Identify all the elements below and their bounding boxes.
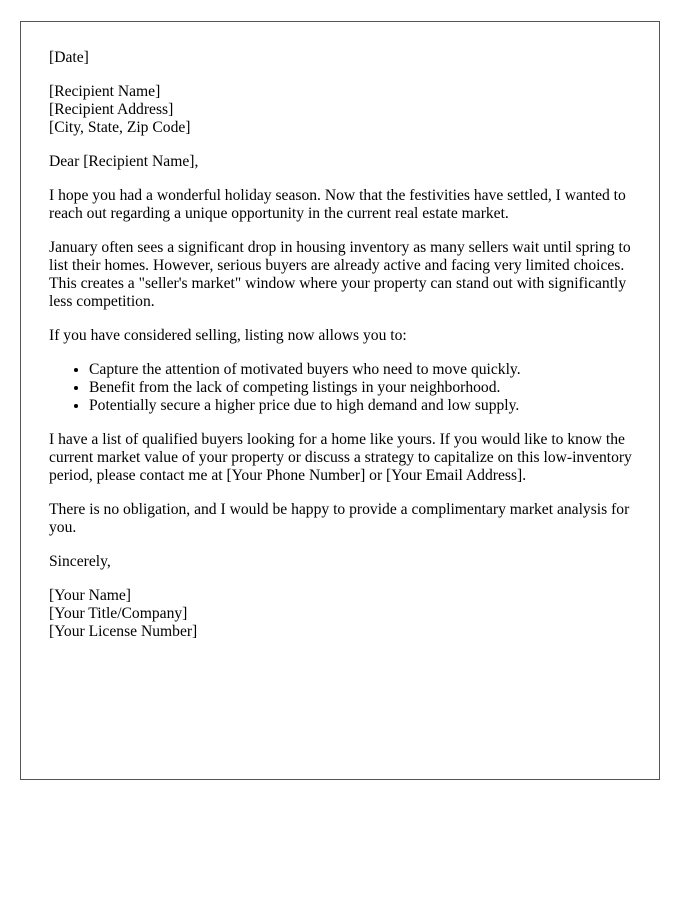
letter-date: [Date] — [49, 49, 89, 66]
sender-name: [Your Name] — [49, 587, 132, 604]
sender-block — [49, 587, 639, 641]
body-paragraph: January often sees a significant drop in housing inventory as many sellers wait until spring to list their homes. However, serious buyers are already active and facing very limited choices. This creates a "seller's market" window where your property can stand out with significantly less competition. — [49, 239, 631, 310]
recipient-city-state-zip: [City, State, Zip Code] — [49, 119, 191, 136]
signoff: Sincerely, — [49, 553, 111, 570]
sender-license: [Your License Number] — [49, 623, 198, 640]
body-paragraph: I have a list of qualified buyers looking for a home like yours. If you would like to know the current market value of your property or discuss a strategy to capitalize on this low-inventory period, please contact me at [Your Phone Number] or [Your Email Address]. — [49, 431, 632, 484]
recipient-block — [49, 83, 639, 137]
body-paragraph: There is no obligation, and I would be happy to provide a complimentary market analysis for you. — [49, 501, 630, 536]
benefit-item: • Benefit from the lack of competing listings in your neighborhood. — [89, 379, 639, 397]
benefit-item: • Potentially secure a higher price due to high demand and low supply. — [89, 397, 639, 415]
body-paragraph: If you have considered selling, listing now allows you to: — [49, 327, 407, 344]
benefits-list — [49, 361, 639, 415]
letter-content — [49, 49, 639, 657]
salutation: Dear [Recipient Name], — [49, 153, 199, 170]
recipient-address: [Recipient Address] — [49, 101, 174, 118]
body-paragraph: I hope you had a wonderful holiday season. Now that the festivities have settled, I wanted to reach out regarding a unique opportunity in the current real estate market. — [49, 187, 626, 222]
sender-title-company: [Your Title/Company] — [49, 605, 188, 622]
letter-page — [20, 21, 660, 780]
benefit-item: • Capture the attention of motivated buyers who need to move quickly. — [89, 361, 639, 379]
recipient-name: [Recipient Name] — [49, 83, 161, 100]
